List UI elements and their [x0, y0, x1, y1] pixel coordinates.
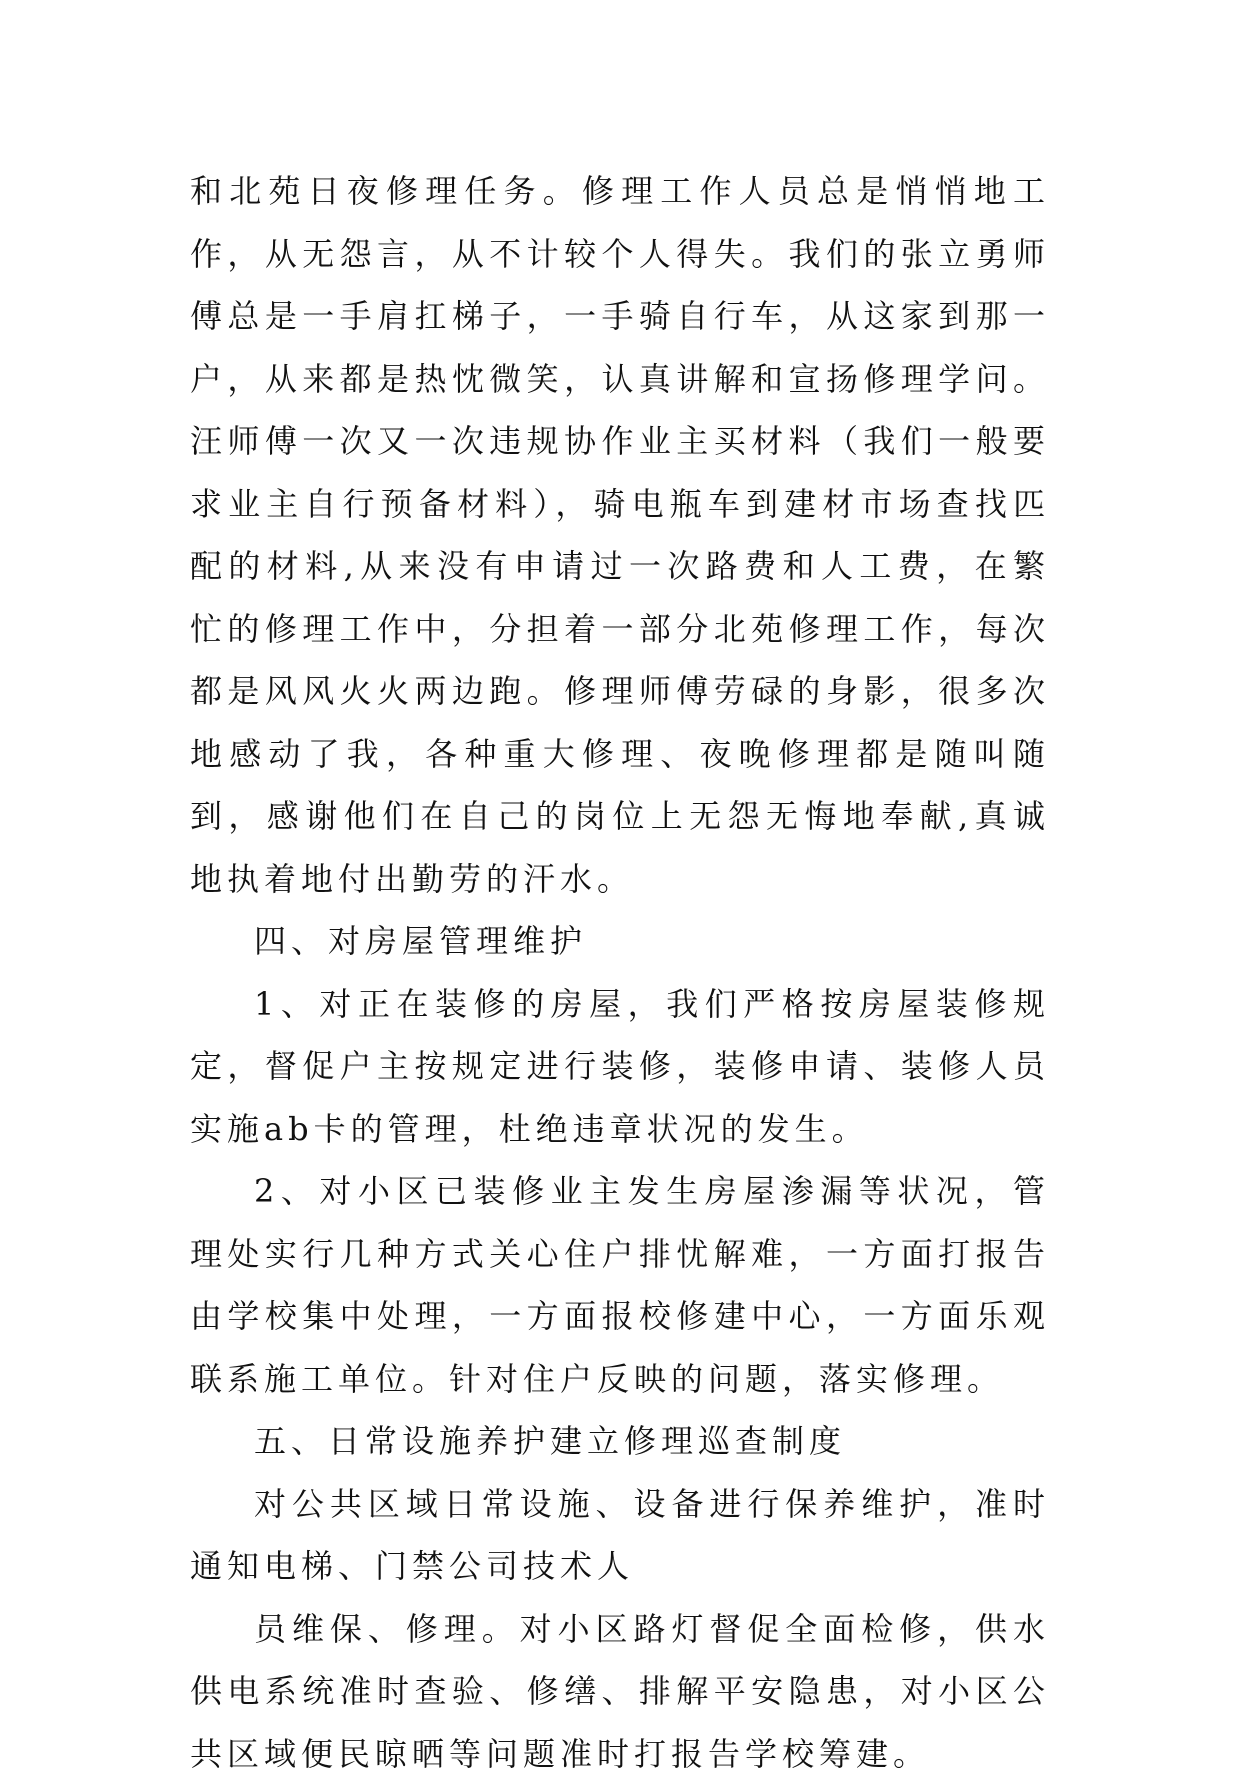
paragraph-maintenance-inspection: 员维保、修理。对小区路灯督促全面检修，供水供电系统准时查验、修缮、排解平安隐患，对小区公共区域便民晾晒等问题准时打报告学校筹建。: [190, 1598, 1050, 1785]
paragraph-maintenance-staff: 和北苑日夜修理任务。修理工作人员总是悄悄地工作，从无怨言，从不计较个人得失。我们的张立勇师傅总是一手肩扛梯子，一手骑自行车，从这家到那一户，从来都是热忱微笑，认真讲解和宣扬修理学问。汪师傅一次又一次违规协作业主买材料（我们一般要求业主自行预备材料），骑电瓶车到建材市场查找匹配的材料,从来没有申请过一次路费和人工费，在繁忙的修理工作中，分担着一部分北苑修理工作，每次都是风风火火两边跑。修理师傅劳碌的身影，很多次地感动了我，各种重大修理、夜晚修理都是随叫随到，感谢他们在自己的岗位上无怨无悔地奉献,真诚地执着地付出勤劳的汗水。: [190, 160, 1050, 910]
section-heading-facility-maintenance: 五、日常设施养护建立修理巡查制度: [190, 1410, 1050, 1473]
paragraph-renovation-rules: 1、对正在装修的房屋，我们严格按房屋装修规定，督促户主按规定进行装修，装修申请、装修人员实施ab卡的管理，杜绝违章状况的发生。: [190, 973, 1050, 1161]
section-heading-house-management: 四、对房屋管理维护: [190, 910, 1050, 973]
document-body: [190, 160, 1050, 1785]
paragraph-leak-handling: 2、对小区已装修业主发生房屋渗漏等状况，管理处实行几种方式关心住户排忧解难，一方面打报告由学校集中处理，一方面报校修建中心，一方面乐观联系施工单位。针对住户反映的问题，落实修理。: [190, 1160, 1050, 1410]
paragraph-public-facilities: 对公共区域日常设施、设备进行保养维护，准时通知电梯、门禁公司技术人: [190, 1473, 1050, 1598]
